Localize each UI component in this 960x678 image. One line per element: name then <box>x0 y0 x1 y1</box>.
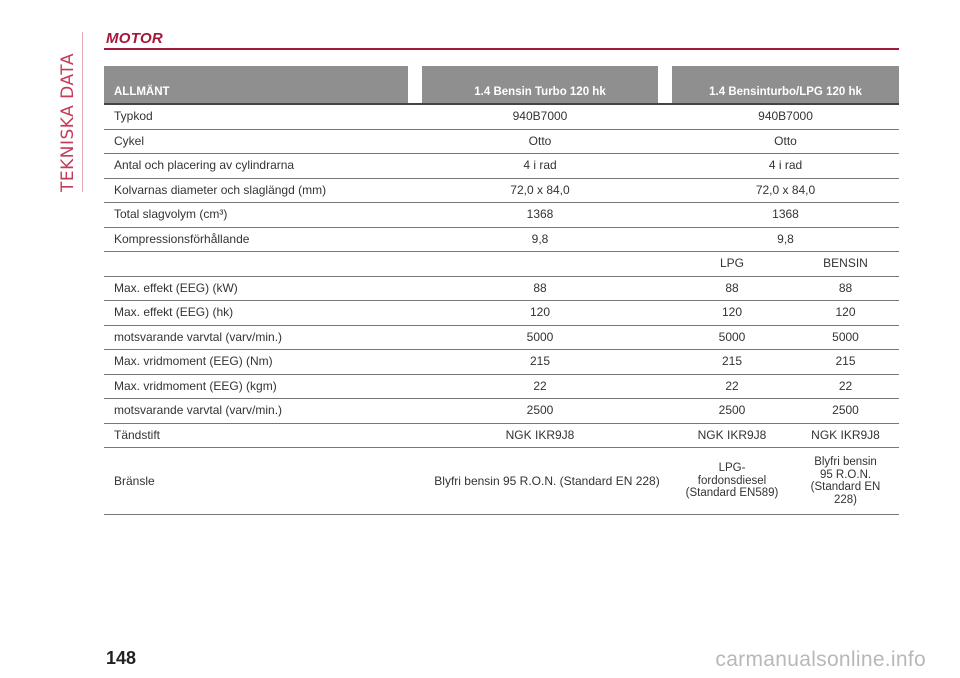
row-label: Max. vridmoment (EEG) (Nm) <box>104 350 422 375</box>
cell-value: 88 <box>422 276 658 301</box>
cell-value: 9,8 <box>672 227 899 252</box>
cell-value: 5000 <box>422 325 658 350</box>
cell-value: 88 <box>672 276 792 301</box>
cell-value: Otto <box>422 129 658 154</box>
cell-value: 4 i rad <box>422 154 658 179</box>
cell-value: LPG- fordonsdiesel (Standard EN589) <box>672 448 792 515</box>
cell-value: 9,8 <box>422 227 658 252</box>
cell-value: Otto <box>672 129 899 154</box>
table-row <box>104 350 899 375</box>
cell-value: 215 <box>422 350 658 375</box>
table-row-fuel <box>104 448 899 515</box>
table-row <box>104 129 899 154</box>
cell-value: 72,0 x 84,0 <box>422 178 658 203</box>
row-label: Antal och placering av cylindrarna <box>104 154 422 179</box>
cell-value: 2500 <box>672 399 792 424</box>
cell-value: 215 <box>792 350 899 375</box>
cell-value: NGK IKR9J8 <box>422 423 658 448</box>
row-label: Max. effekt (EEG) (hk) <box>104 301 422 326</box>
cell-value: NGK IKR9J8 <box>672 423 792 448</box>
cell-value: 22 <box>422 374 658 399</box>
cell-value: 120 <box>422 301 658 326</box>
row-label: Max. vridmoment (EEG) (kgm) <box>104 374 422 399</box>
row-label: motsvarande varvtal (varv/min.) <box>104 325 422 350</box>
cell-value: 940B7000 <box>422 104 658 129</box>
table-row <box>104 301 899 326</box>
cell-value: NGK IKR9J8 <box>792 423 899 448</box>
table-row <box>104 104 899 129</box>
side-divider <box>82 32 83 192</box>
page-number: 148 <box>106 648 137 668</box>
table-row <box>104 227 899 252</box>
cell-value: 22 <box>672 374 792 399</box>
cell-value: 22 <box>792 374 899 399</box>
cell-value: 88 <box>792 276 899 301</box>
cell-value: 5000 <box>672 325 792 350</box>
cell-value: 1368 <box>672 203 899 228</box>
table-row <box>104 276 899 301</box>
row-label: Bränsle <box>104 448 422 515</box>
row-label: Kompressionsförhållande <box>104 227 422 252</box>
cell-value: Blyfri bensin 95 R.O.N. (Standard EN 228) <box>792 448 899 515</box>
row-label: Tändstift <box>104 423 422 448</box>
title-rule <box>104 48 899 50</box>
row-label: Typkod <box>104 104 422 129</box>
cell-value: 2500 <box>792 399 899 424</box>
cell-value: 940B7000 <box>672 104 899 129</box>
cell-value: 4 i rad <box>672 154 899 179</box>
cell-value: Blyfri bensin 95 R.O.N. (Standard EN 228) <box>422 448 672 515</box>
row-label: Max. effekt (EEG) (kW) <box>104 276 422 301</box>
row-label: Cykel <box>104 129 422 154</box>
section-side-label: TEKNISKA DATA <box>58 53 78 192</box>
fuel-subheader-row <box>104 252 899 277</box>
row-label: Total slagvolym (cm³) <box>104 203 422 228</box>
cell-value: 2500 <box>422 399 658 424</box>
cell-value: 1368 <box>422 203 658 228</box>
header-bensin-turbo: 1.4 Bensin Turbo 120 hk <box>422 66 658 104</box>
cell-value: 215 <box>672 350 792 375</box>
header-gap <box>408 66 422 104</box>
table-row <box>104 374 899 399</box>
table-row <box>104 399 899 424</box>
table-row <box>104 325 899 350</box>
header-general: ALLMÄNT <box>104 66 408 104</box>
cell-value: 5000 <box>792 325 899 350</box>
engine-spec-table <box>104 66 899 515</box>
table-row <box>104 154 899 179</box>
table-row <box>104 203 899 228</box>
header-gap <box>658 66 672 104</box>
cell-value: 120 <box>672 301 792 326</box>
watermark: carmanualsonline.info <box>715 648 926 671</box>
table-row <box>104 178 899 203</box>
subheader-lpg: LPG <box>672 252 792 277</box>
cell-value: 120 <box>792 301 899 326</box>
row-label: motsvarande varvtal (varv/min.) <box>104 399 422 424</box>
table-header-row <box>104 66 899 104</box>
subheader-bensin: BENSIN <box>792 252 899 277</box>
row-label: Kolvarnas diameter och slaglängd (mm) <box>104 178 422 203</box>
cell-value: 72,0 x 84,0 <box>672 178 899 203</box>
header-bensin-lpg: 1.4 Bensinturbo/LPG 120 hk <box>672 66 899 104</box>
section-title: MOTOR <box>106 30 164 47</box>
table-row <box>104 423 899 448</box>
